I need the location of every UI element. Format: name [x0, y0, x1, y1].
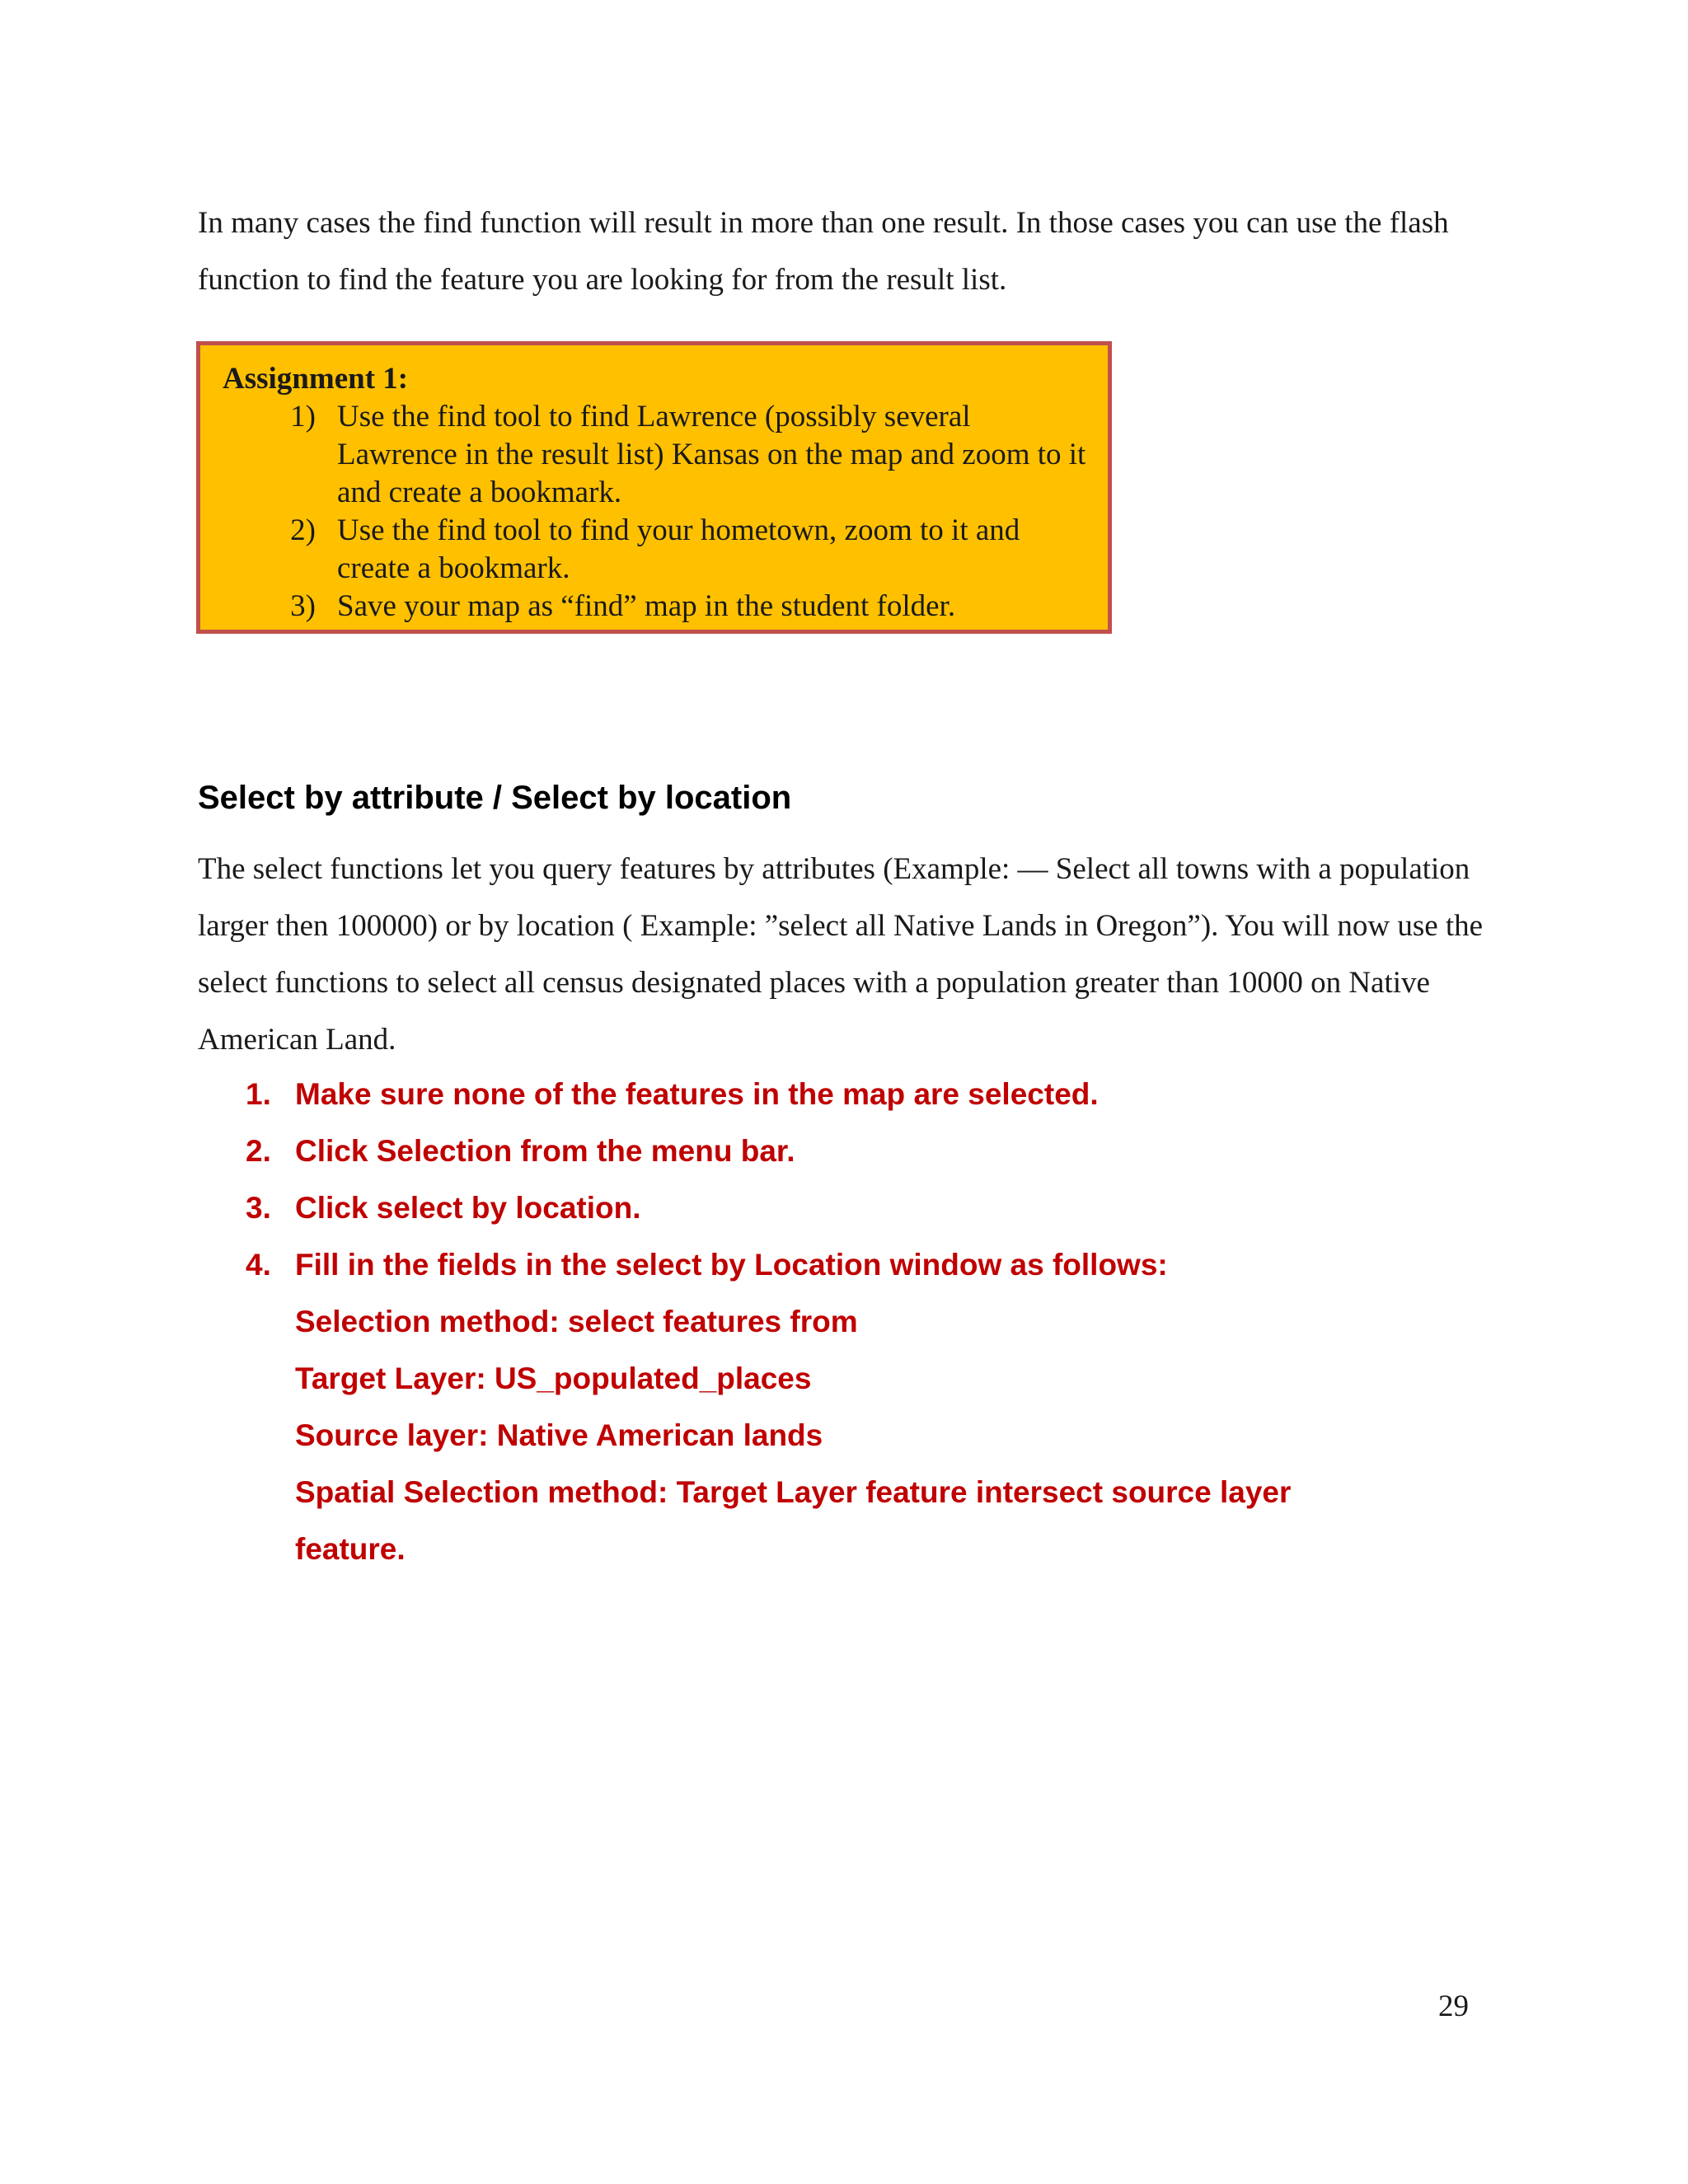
step-number: 3.	[246, 1191, 271, 1225]
assignment-item	[223, 512, 1088, 588]
step-item	[198, 1066, 1449, 1122]
assignment-item-text: Use the find tool to find Lawrence (possibly several Lawrence in the result list) Kansas on the map and zoom to it and create a bookmark.	[337, 400, 1086, 509]
assignment-item-number: 2)	[290, 513, 316, 547]
step-text: Click Selection from the menu bar.	[295, 1134, 795, 1168]
step-detail-spatial-method-cont: feature.	[295, 1532, 406, 1566]
step-text: Make sure none of the features in the map are selected.	[295, 1077, 1099, 1111]
page-number: 29	[1438, 1990, 1469, 2023]
step-text: Fill in the fields in the select by Location window as follows:	[295, 1248, 1168, 1282]
step-number: 2.	[246, 1134, 271, 1168]
step-detail-selection-method: Selection method: select features from	[295, 1305, 858, 1338]
step-text: Click select by location.	[295, 1191, 641, 1225]
step-number: 4.	[246, 1248, 271, 1282]
step-detail-target-layer: Target Layer: US_populated_places	[295, 1361, 812, 1395]
assignment-list	[223, 398, 1088, 626]
step-item	[198, 1122, 1449, 1179]
assignment-item-text: Save your map as “find” map in the student folder.	[337, 589, 956, 623]
step-detail-source-layer: Source layer: Native American lands	[295, 1418, 823, 1452]
step-number: 1.	[246, 1077, 271, 1111]
section-paragraph: The select functions let you query features by attributes (Example: ― Select all towns with a population larger then 100000) or by location ( Example: ”select all Native Lands in Oregon”). You will now use the select functions to select all census designated places with a population greater than 10000 on Native American Land.	[198, 852, 1484, 1057]
assignment-item-text: Use the find tool to find your hometown, zoom to it and create a bookmark.	[337, 513, 1020, 585]
steps-list	[198, 1066, 1449, 1577]
assignment-item-number: 1)	[290, 400, 316, 434]
assignment-item-number: 3)	[290, 589, 316, 623]
assignment-item	[223, 588, 1088, 626]
step-item	[198, 1236, 1449, 1577]
step-detail-spatial-method: Spatial Selection method: Target Layer feature intersect source layer	[295, 1475, 1292, 1509]
assignment-title: Assignment 1:	[223, 362, 409, 396]
intro-paragraph: In many cases the find function will result in more than one result. In those cases you can use the flash function to find the feature you are looking for from the result list.	[198, 206, 1449, 297]
assignment-box	[196, 341, 1112, 634]
section-heading: Select by attribute / Select by location	[198, 780, 792, 816]
assignment-item	[223, 398, 1088, 512]
step-item	[198, 1179, 1449, 1236]
